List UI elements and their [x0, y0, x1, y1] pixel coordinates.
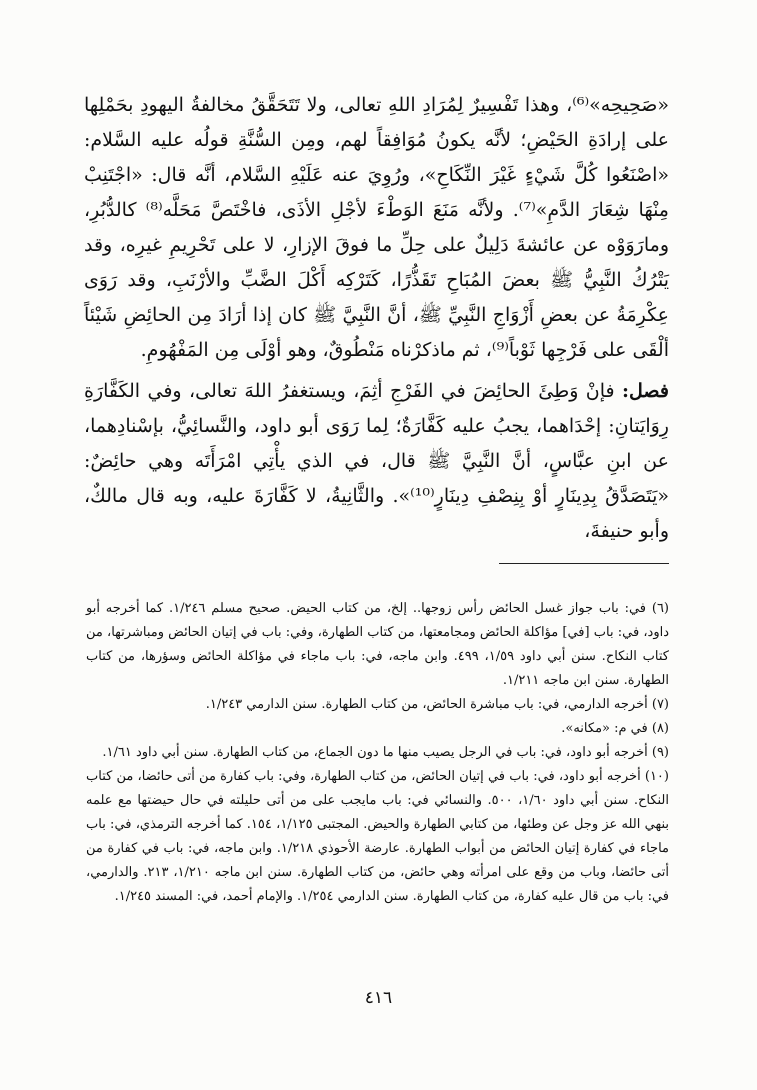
footnote-6: (٦) في: باب جواز غسل الحائض رأس زوجها.. إلخ، من كتاب الحيض. صحيح مسلم ١/٢٤٦. كما أخرجه أبو داود، في: باب [في] مؤاكلة الحائض ومجامعتها، من كتاب الطهارة، وفي: باب في إتيان الحائض ومباشرتها، من كتاب النكاح. سنن أبي داود ١/٥٩، ٤٩٩. وابن ماجه، في: باب ماجاء في مؤاكلة الحائض وسؤرها، من كتاب الطهارة. سنن ابن ماجه ١/٢١١.	[86, 601, 669, 688]
page-number: ٤١٦	[364, 988, 393, 1008]
footnote-9: (٩) أخرجه أبو داود، في: باب في الرجل يصيب منها ما دون الجماع، من كتاب الطهارة. سنن أبي داود ١/٦١.	[102, 745, 669, 760]
footnotes	[86, 597, 669, 909]
fasl-label: فصل:	[622, 380, 669, 402]
footnote-8: (٨) في م: «مكانه».	[561, 721, 669, 736]
paragraph-2	[84, 374, 669, 549]
paragraph-1: «صَحِيحِه»⁽⁶⁾، وهذا تَفْسِيرٌ لِمُرَادِ اللهِ تعالى، ولا تَتَحَقَّقُ مخالفةُ اليهودِ بحَمْلِها على إرادَةِ الحَيْضِ؛ لأنَّه يكونُ مُوَافِقاً لهم، ومِن السُّنَّةِ قولُه عليه السَّلام: «اصْنَعُوا كُلَّ شَيْءٍ غَيْرَ النِّكَاحِ»، ورُوِيَ عنه عَلَيْهِ السَّلام، أنَّه قال: «اجْتَنِبْ مِنْهَا شِعَارَ الدَّمِ»⁽⁷⁾. ولأنَّه مَنَعَ الوَطْءَ لأجْلِ الأذَى، فاخْتَصَّ مَحَلَّه⁽⁸⁾ كالدُّبُرِ، ومارَوَوْه عن عائشةَ دَلِيلٌ على حِلِّ ما فوقَ الإزارِ، لا على تَحْرِيمِ غيرِه، وقد يَتْرُكُ النَّبِيُّ ﷺ بعضَ المُبَاحِ تَقَذُّرًا، كَتَرْكِه أَكْلَ الضَّبِّ والأرْنَبِ، وقد رَوَى عِكْرِمَةُ عن بعضِ أَزْوَاجِ النَّبِيِّ ﷺ، أنَّ النَّبِيَّ ﷺ كان إذا أرَادَ مِن الحائِضِ شَيْئاً ألْقَى على فَرْجِها ثَوْباً⁽⁹⁾، ثم ماذكرْناه مَنْطُوقٌ، وهو أوْلَى مِن المَفْهُومِ.	[84, 94, 669, 361]
main-text	[84, 88, 669, 549]
footnote-10: (١٠) أخرجه أبو داود، في: باب في إتيان الحائض، من كتاب الطهارة، وفي: باب كفارة من أتى حائضا، من كتاب النكاح. سنن أبي داود ١/٦٠، ٥٠٠. والنسائي في: باب مايجب على من أتى حليلته في حال حيضتها مع علمه بنهي الله عز وجل عن وطئها، من كتابي الطهارة والحيض. المجتبى ١/١٢٥، ١٥٤. كما أخرجه الترمذي، في: باب ماجاء في كفارة إتيان الحائض من أبواب الطهارة. عارضة الأحوذي ١/٢١٨. وابن ماجه، في: باب في كفارة من أتى حائضا، وباب من وقع على امرأته وهي حائض، من كتاب الطهارة. سنن ابن ماجه ١/٢١٠، ٢١٣. والدارمي، في: باب من قال عليه كفارة، من كتاب الطهارة. سنن الدارمي ١/٢٥٤. والإمام أحمد، في: المسند ١/٢٤٥.	[86, 769, 669, 904]
footnote-7: (٧) أخرجه الدارمي، في: باب مباشرة الحائض، من كتاب الطهارة. سنن الدارمي ١/٢٤٣.	[205, 697, 669, 712]
paragraph-2-text: فإنْ وَطِئَ الحائِضَ في الفَرْجِ أثِمَ، ويستغفرُ اللهَ تعالى، وفي الكَفَّارَةِ رِوَايَتانِ: إحْدَاهما، يجبُ عليه كَفَّارَةٌ؛ لِما رَوَى أبو داود، والنَّسائِيُّ، بإسْنادِهما، عن ابنِ عبَّاسٍ، أنَّ النَّبِيَّ ﷺ قال، في الذي يأْتِي امْرَأَتَه وهي حائِضٌ: «يَتَصَدَّقُ بِدِينَارٍ أوْ بِنِصْفِ دِينَارٍ⁽¹⁰⁾». والثَّانِيةُ، لا كَفَّارَةَ عليه، وبه قال مالكٌ، وأبو حنيفةَ،	[84, 380, 669, 542]
footnote-divider	[499, 563, 669, 564]
